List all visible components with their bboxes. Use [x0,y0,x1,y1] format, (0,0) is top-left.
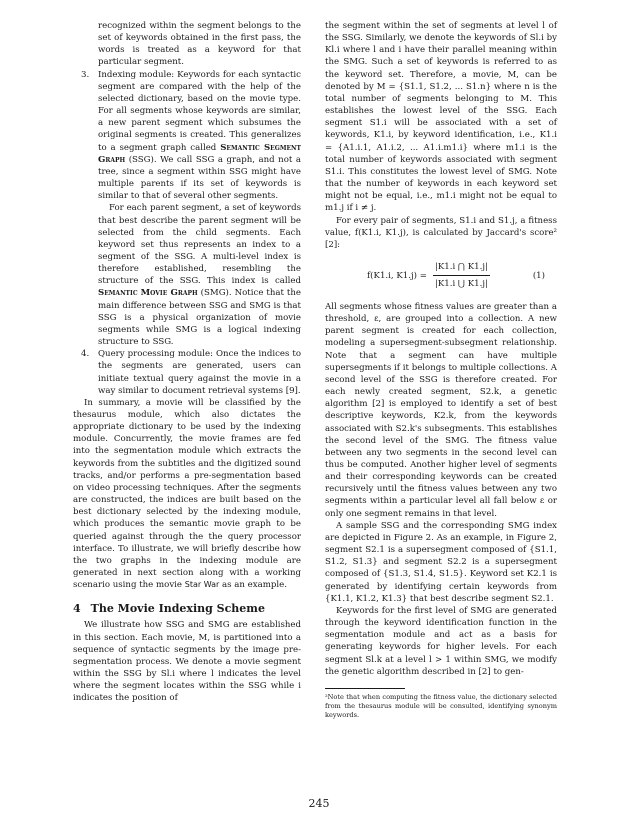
list-item [73,348,301,397]
list-number: 4. [81,349,90,360]
term-smg: Movie Graph [140,288,198,299]
list-number: 3. [81,69,90,80]
body-paragraph: We illustrate how SSG and SMG are established in this section. Each movie, M, is partitioned into a sequence of syntactic segments by the image pre-segmentation process. We denote a movie segment within the SSG by Sl.i where l indicates the level where the segment locates within the SSG while i indicates the position of [73,620,301,704]
section-title: The Movie Indexing Scheme [90,602,265,616]
footnote: ²Note that when computing the fitness value, the dictionary selected from the thesaurus module will be consulted, identifying synonym keywords. [325,692,557,720]
page-number: 245 [308,797,330,810]
body-paragraph: All segments whose fitness values are greater than a threshold, ε, are grouped into a collection. A new parent segment is created for each collection, modeling a supersegment-subsegment relationship. Note that a segment can have multiple supersegments if it belongs to multiple collections. A second level of the SSG is therefore created. For each newly created segment, S2.k, a genetic algorithm [2] is employed to identify a set of best descriptive keywords, K2.k, from the keywords associated with S2.k's subsegments. This establishes the second level of the SMG. The fitness value between any two segments in the second level can thus be computed. Another higher level of segments and their corresponding keywords can be created recursively until the fitness values between any two segments within a particular level all fall below ε or only one segment remains in that level. [325,301,557,519]
body-paragraph: Keywords for the first level of SMG are generated through the keyword identification function in the segmentation module and act as a basis for generating keywords for higher levels. For each segment Sl.k at a level l > 1 within SMG, we modify the genetic algorithm described in [2] to gen- [325,605,557,677]
list-item-text: Query processing module: Once the indices to the segments are generated, users can initiate textual query against the movie in a way similar to document retrieval systems [9]. [98,349,301,396]
section-number: 4 [73,602,81,616]
term-ssg: Semantic Segment Graph [98,142,302,165]
list-item-text: Indexing module: Keywords for each syntactic segment are compared with the help of the selected dictionary, based on the movie type. For all segments whose keywords are similar, a new parent segment which subsumes the original segments is created. This generalizes to a segment graph called Semantic Segment Graph (SSG). We call SSG a graph, and not a tree, since a segment within SSG might have multiple parents if its set of keywords is similar to that of several other segments. [98,69,302,202]
equation-numerator: |K1.i ⋂ K1.j| [433,261,490,276]
list-item [73,69,301,203]
equation [325,257,557,295]
body-paragraph: In summary, a movie will be classified by the thesaurus module, which also dictates the appropriate dictionary to be used by the indexing module. Concurrently, the movie frames are fed into the segmentation module which extracts the keywords from the subtitles and the digitized sound tracks, and/or performs a pre-segmentation based on video processing techniques. After the segments are constructed, the indices are built based on the best dictionary selected by the indexing module, which produces the semantic movie graph to be queried against through the the query processor interface. To illustrate, we will briefly describe how the two graphs in the indexing module are generated in next section along with a working scenario using the movie Star War as an example. [73,397,301,591]
section-heading [73,602,301,616]
body-paragraph: For every pair of segments, S1.i and S1.j, a fitness value, f(K1.i, K1.j), is calculated by Jaccard's score² [2]: [325,215,557,250]
list-item-paragraph: For each parent segment, a set of keywords that best describe the parent segment will be selected from the child segments. Each keyword set thus represents an index to a segment of the SSG. A multi-level index is therefore established, resembling the structure of the SSG. This index is called Semantic Movie Graph (SMG). Notice that the main difference between SSG and SMG is that SSG is a physical organization of movie segments while SMG is a logical indexing structure to SSG. [98,203,301,348]
right-column [325,20,557,720]
equation-fraction [433,261,490,290]
equation-lhs: f(K1.i, K1.j) = [367,270,427,281]
equation-formula [367,261,490,290]
movie-title: Star War [184,580,220,590]
body-paragraph: A sample SSG and the corresponding SMG index are depicted in Figure 2. As an example, in Figure 2, segment S2.1 is a supersegment composed of {S1.1, S1.2, S1.3} and segment S2.2 is a supersegment composed of {S1.3, S1.4, S1.5}. Keyword set K2.1 is generated by identifying certain keywords from {K1.1, K1.2, K1.3} that best describe segment S2.1. [325,520,557,604]
equation-number: (1) [532,270,545,281]
equation-denominator: |K1.i ⋃ K1.j| [434,279,488,290]
body-paragraph: the segment within the set of segments at level l of the SSG. Similarly, we denote the keywords of Sl.i by Kl.i where l and i have their parallel meaning within the SMG. Such a set of keywords is referred to as the keyword set. Therefore, a movie, M, can be denoted by M = {S1.1, S1.2, ... S1.n} where n is the total number of segments belonging to M. This establishes the lowest level of the SSG. Each segment S1.i will be associated with a set of keywords, K1.i, by keyword identification, i.e., K1.i = {A1.i.1, A1.i.2, ... A1.i.m1.i} where m1.i is the total number of keywords associated with segment S1.i. This constitutes the lowest level of SMG. Note that the number of keywords in each keyword set might not be equal, i.e., m1.i might not be equal to m1.j if i ≠ j. [325,21,557,214]
footnote-divider [325,688,405,689]
left-column [73,20,301,704]
list-item-continuation: recognized within the segment belongs to the set of keywords obtained in the first pass, the words is treated as a keyword for that particular segment. [98,21,301,68]
